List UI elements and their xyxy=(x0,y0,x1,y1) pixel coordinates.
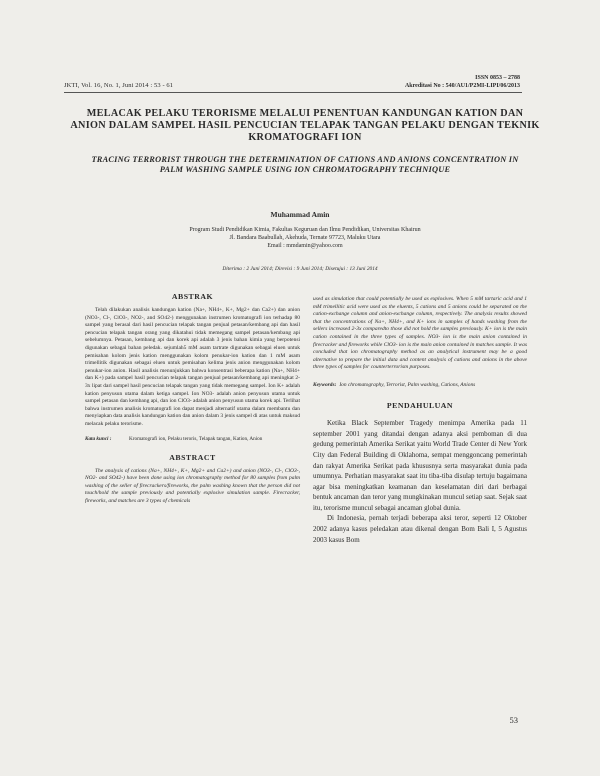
abstract-text-part1: The analysis of cations (Na+, NH4+, K+, Mg2+ and Ca2+) and anion (NO3-, Cl-, ClO3-, NO2- and SO42-) have been done using ion chromatography method for 80 samples from palm washing of the seller of firecrackers/fireworks, the palm washing known that the person did not touch/hold the sample previously and potentially explosive simulation sample. Firecracker, fireworks, and matches are 3 types of chemicals xyxy=(85,467,300,504)
pendahuluan-paragraph-2: Di Indonesia, pernah terjadi beberapa aksi teror, seperti 12 Oktober 2002 adanya kasus peledakan atau dikenal dengan Bom Bali I, 5 Agustus 2003 kasus Bom xyxy=(313,514,527,544)
submission-dates: Diterima : 2 Juni 2014; Direvisi : 9 Juni 2014; Disetujui : 13 Juni 2014 xyxy=(222,266,378,272)
abstract-text-part2: used as simulation that could potentially be used as explosives. When 5 mM tartaric acid and 1 mM trimellitic acid were used as the eluents, 5 cations and 5 anions could be separated on the cation-exchange column and anion-exchange column, respectively. The analysis results showed that the concentrations of Na+, NH4+, and K+ ions in samples of hands washing from the sellers increased 2-3x comparedto those did not hold the samples previously. K+ ion is the main cation contained in the three types of samples. NO3- ion is the main anion contained in firecracker and fireworks while ClO3- ion is the main anion contained in matches sample. It was concluded that ion chromatography method as an analytical instrument may be a good alternative to prepare the initial data and content analysis of cations and anions in the above three types of samples for counterterrorism purposes. xyxy=(313,296,527,371)
journal-reference: JKTI, Vol. 16, No. 1, Juni 2014 : 53 - 61 xyxy=(64,82,174,89)
author-name: Muhammad Amin xyxy=(270,210,330,219)
pendahuluan-paragraph-1: Ketika Black September Tragedy menimpa Amerika pada 11 september 2001 yang ditandai dengan adanya aksi pemboman di dua gedung pemerintah Amerika Serikat yaitu World Trade Center di New York City dan Federal Building di Oklahoma, sempat menggoncang pemerintah dan rakyat Amerika Serikat pada khususnya serta masyarakat dunia pada umumnya. Perhatian masyarakat saat itu tiba-tiba disulap tertuju bagaimana agar bisa meningkatkan keamanan dan keselamatan diri dari berbagai bentuk ancaman dan teror yang mungkinakan muncul setiap saat. Sejak saat itu, terorisme muncul sebagai ancaman global dunia. xyxy=(313,419,527,512)
pendahuluan-heading: PENDAHULUAN xyxy=(386,401,454,411)
header-rule xyxy=(64,92,522,93)
abstrak-keywords-label: Kata kunci : xyxy=(85,435,112,442)
affiliation-line-2: Jl. Bandara Baabullah, Akehuda, Ternate 97723, Maluku Utara xyxy=(229,235,381,241)
title-indonesian: MELACAK PELAKU TERORISME MELALUI PENENTUAN KANDUNGAN KATION DAN ANION DALAM SAMPEL HASIL PENCUCIAN TELAPAK TANGAN PELAKU DENGAN TEKNIK KROMATOGRAFI ION xyxy=(70,108,540,143)
abstrak-keywords-value: Kromatografi ion, Pelaku teroris, Telapak tangan, Kation, Anion xyxy=(129,435,263,442)
page-number: 53 xyxy=(509,715,518,725)
right-column xyxy=(313,296,527,545)
abstract-keywords xyxy=(313,382,527,389)
journal-identifiers xyxy=(405,74,520,90)
abstract-keywords-value: Ion chromatography, Terrorist, Palm washing, Cations, Anions xyxy=(339,381,476,388)
left-column xyxy=(85,292,300,505)
abstrak-heading: ABSTRAK xyxy=(171,292,214,301)
title-english: TRACING TERRORIST THROUGH THE DETERMINATION OF CATIONS AND ANIONS CONCENTRATION IN PALM WASHING SAMPLE USING ION CHROMATOGRAPHY TECHNIQUE xyxy=(91,155,519,174)
affiliation-email: Email : mmdamin@yahoo.com xyxy=(267,243,343,249)
abstrak-text: Telah dilakukan analisis kandungan kation (Na+, NH4+, K+, Mg2+ dan Ca2+) dan anion (NO3-, Cl-, ClO3-, NO2-, and SO42-) menggunakan instrumen kromatografi ion terhadap 80 sampel yang berasal dari hasil pencucian telapak tangan penjual petasan/kembang api dan hasil pencucian telapak tangan orang yang dikatahui tidak memegang sampel petasan/kembang api sebelumnya. Petasan, kembang api dan korek api adalah 3 jenis bahan kimia yang berpotensi digunakan sebagai bahan peledak. sejumlah5 mM asam tartrate digunakan sebagai eluen untuk pemisahan kolom jenis kation menggunakan kolom penukar-ion kation dan 1 mM asam trimellitik digunakan sebagai eluen untuk pemisahan kelima jenis anion menggunakan kolom penukar-ion anion. Hasil analisis menunjukkan bahwa konsentrasi beberapa kation (Na+, NH4+ dan K+) pada sampel hasil pencucian telapak tangan penjual petasan/kembang api meningkat 2-3x lipat dari sampel hasil pencucian telapak tangan yang tidak memegang sampel. Ion K+ adalah kation penyusun utama dalam ketiga sampel. Ion NO3- adalah anion penyusun utama untuk sampel petasan dan kembang api, dan ion ClO3- adalah anion penyusun utama korek api. Terlihat bahwa instrumen analisis kromatografi ion dapat menjadi alternatif utama dalam membantu dan menyiapkan data analisis kandungan kation dan anion dalam 3 jenis sampel di atas untuk maksud melacak pelaku terorisme. xyxy=(85,307,300,427)
abstract-keywords-label: Keywords: xyxy=(313,381,337,388)
affiliation xyxy=(100,226,510,250)
issn: ISSN 0853 – 2788 xyxy=(475,75,520,81)
affiliation-line-1: Program Studi Pendidikan Kimia, Fakultas Keguruan dan Ilmu Pendidikan, Universitas Khairun xyxy=(189,227,421,233)
accreditation: Akreditasi No : 540/AU1/P2MI-LIPI/06/2013 xyxy=(404,83,520,89)
abstrak-keywords xyxy=(85,436,300,443)
abstract-heading: ABSTRACT xyxy=(169,452,216,462)
